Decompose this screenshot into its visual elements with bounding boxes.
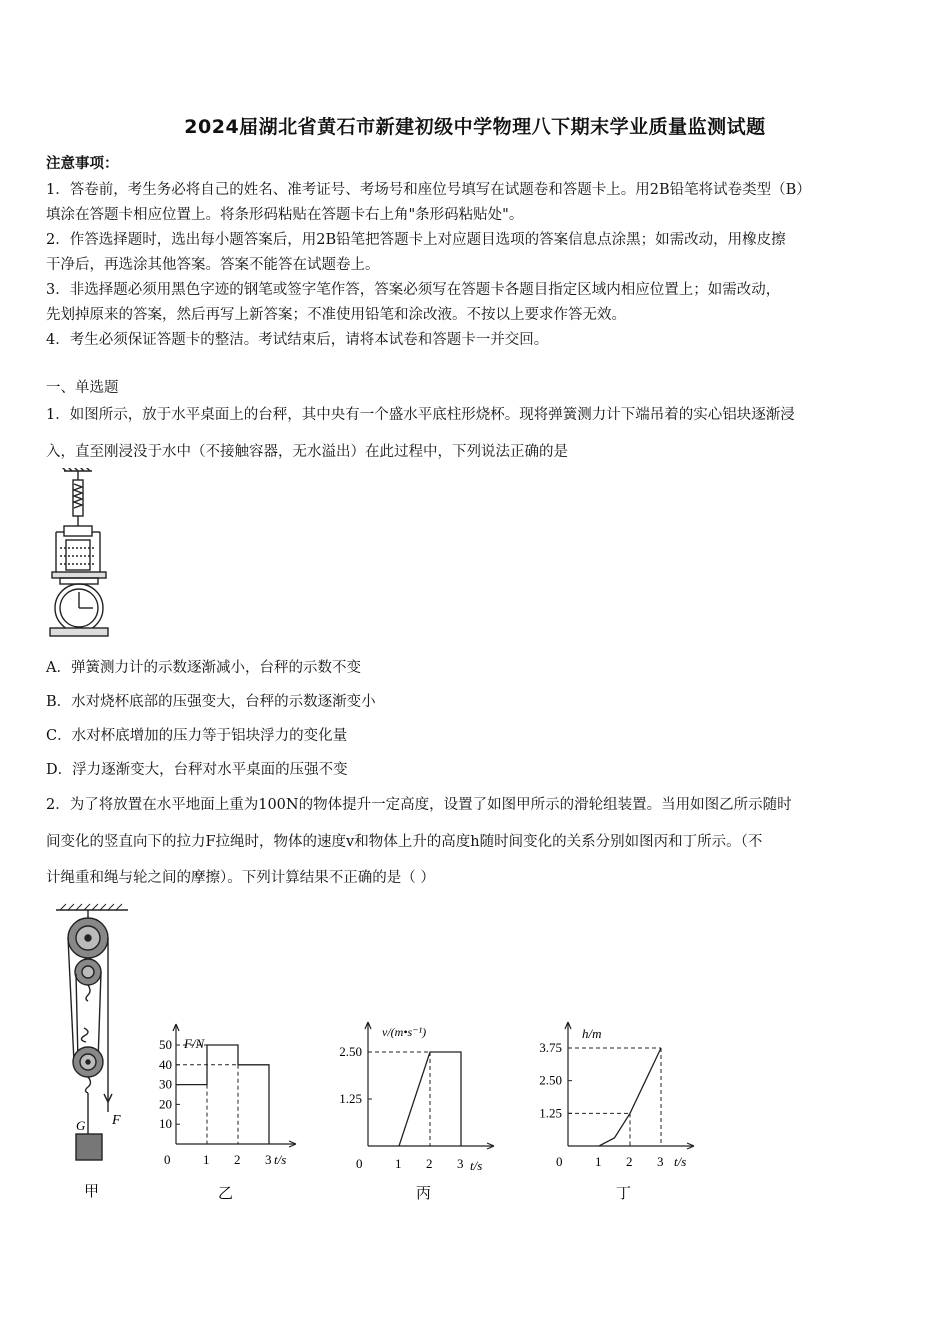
notice-heading: 注意事项：: [46, 155, 119, 172]
question-2-text: 计绳重和绳与轮之间的摩擦）。下列计算结果不正确的是（ ）: [46, 870, 435, 886]
weight-label: G: [76, 1118, 86, 1133]
y-axis-label: F/N: [184, 1036, 205, 1051]
weight-block: [76, 1134, 102, 1160]
y-tick-label: 20: [159, 1096, 172, 1112]
page-title: 2024届湖北省黄石市新建初级中学物理八下期末学业质量监测试题: [184, 116, 766, 138]
x-tick-label: 3: [457, 1156, 464, 1171]
chart-bing: [324, 1018, 504, 1202]
x-tick-label: 1: [395, 1156, 402, 1171]
notice-line: 4．考生必须保证答题卡的整洁。考试结束后，请将本试卷和答题卡一并交回。: [46, 332, 549, 348]
question-1-text: 入，直至刚浸没于水中（不接触容器，无水溢出）在此过程中，下列说法正确的是: [46, 444, 568, 460]
option-b: B．水对烧杯底部的压强变大，台秤的示数逐渐变小: [46, 694, 376, 710]
scale-platform: [52, 572, 106, 578]
figure-label-yi: 乙: [218, 1186, 234, 1202]
question-1-text: 1．如图所示，放于水平桌面上的台秤，其中央有一个盛水平底柱形烧杯。现将弹簧测力计下端吊着的实心铝块逐渐浸: [46, 407, 795, 423]
chart-ding: [528, 1018, 708, 1202]
notice-line: 先划掉原来的答案，然后再写上新答案；不准使用铅笔和涂改液。不按以上要求作答无效。: [46, 307, 626, 323]
x-tick-label: 0: [556, 1154, 563, 1169]
x-axis-label: t/s: [274, 1152, 287, 1167]
y-tick-label: 3.75: [539, 1040, 562, 1055]
notice-line: 3．非选择题必须用黑色字迹的钢笔或签字笔作答，答案必须写在答题卡各题目指定区域内相应位置上；如需改动，: [46, 282, 781, 298]
x-axis-label: t/s: [470, 1158, 483, 1173]
y-tick-label: 30: [159, 1076, 172, 1092]
option-c: C．水对杯底增加的压力等于铝块浮力的变化量: [46, 728, 348, 744]
option-d: D．浮力逐渐变大，台秤对水平桌面的压强不变: [46, 762, 348, 778]
section-heading: 一、单选题: [46, 380, 119, 396]
x-tick-label: 3: [265, 1152, 272, 1167]
y-tick-label: 1.25: [539, 1105, 562, 1121]
cup-clamp: [64, 526, 92, 536]
x-tick-label: 2: [234, 1152, 241, 1167]
y-axis-label: v/(m•s⁻¹): [382, 1025, 427, 1039]
y-tick-label: 2.50: [539, 1072, 562, 1088]
x-tick-label: 3: [657, 1154, 664, 1169]
x-tick-label: 2: [426, 1156, 433, 1171]
figure-label-ding: 丁: [616, 1186, 632, 1202]
notice-line: 填涂在答题卡相应位置上。将条形码粘贴在答题卡右上角"条形码粘贴处"。: [46, 207, 524, 223]
figure-label-bing: 丙: [416, 1186, 432, 1202]
aluminum-block: [66, 540, 90, 570]
x-tick-label: 1: [203, 1152, 210, 1167]
x-axis-label: t/s: [674, 1154, 687, 1169]
y-tick-label: 2.50: [339, 1044, 362, 1059]
y-tick-label: 1.25: [339, 1091, 362, 1106]
notice-line: 2．作答选择题时，选出每小题答案后，用2B铅笔把答题卡上对应题目选项的答案信息点涂黑；如需改动，用橡皮擦: [46, 232, 786, 248]
figure-label-jia: 甲: [84, 1184, 100, 1200]
x-tick-label: 2: [626, 1154, 633, 1169]
force-label: F: [112, 1113, 121, 1128]
y-axis-label: h/m: [582, 1026, 602, 1041]
question-2-text: 2．为了将放置在水平地面上重为100N的物体提升一定高度，设置了如图甲所示的滑轮组装置。当用如图乙所示随时: [46, 797, 792, 813]
force-series-line: [176, 1045, 269, 1144]
question-2-text: 间变化的竖直向下的拉力F拉绳时，物体的速度v和物体上升的高度h随时间变化的关系分别如图丙和丁所示。（不: [46, 834, 763, 850]
chart-yi: [148, 1018, 308, 1202]
option-a: A．弹簧测力计的示数逐渐减小，台秤的示数不变: [46, 660, 361, 676]
x-tick-label: 0: [356, 1156, 363, 1171]
pulley-figure: [52, 902, 132, 1202]
y-tick-label: 10: [159, 1116, 172, 1132]
x-tick-label: 0: [164, 1152, 171, 1167]
y-tick-label: 40: [159, 1056, 172, 1072]
y-tick-label: 50: [159, 1037, 172, 1052]
notice-line: 干净后，再选涂其他答案。答案不能答在试题卷上。: [46, 257, 380, 273]
spring-scale-figure: [44, 468, 114, 640]
x-tick-label: 1: [595, 1154, 602, 1169]
notice-line: 1．答卷前，考生务必将自己的姓名、准考证号、考场号和座位号填写在试题卷和答题卡上。用2B铅笔将试卷类型（B）: [46, 182, 811, 198]
